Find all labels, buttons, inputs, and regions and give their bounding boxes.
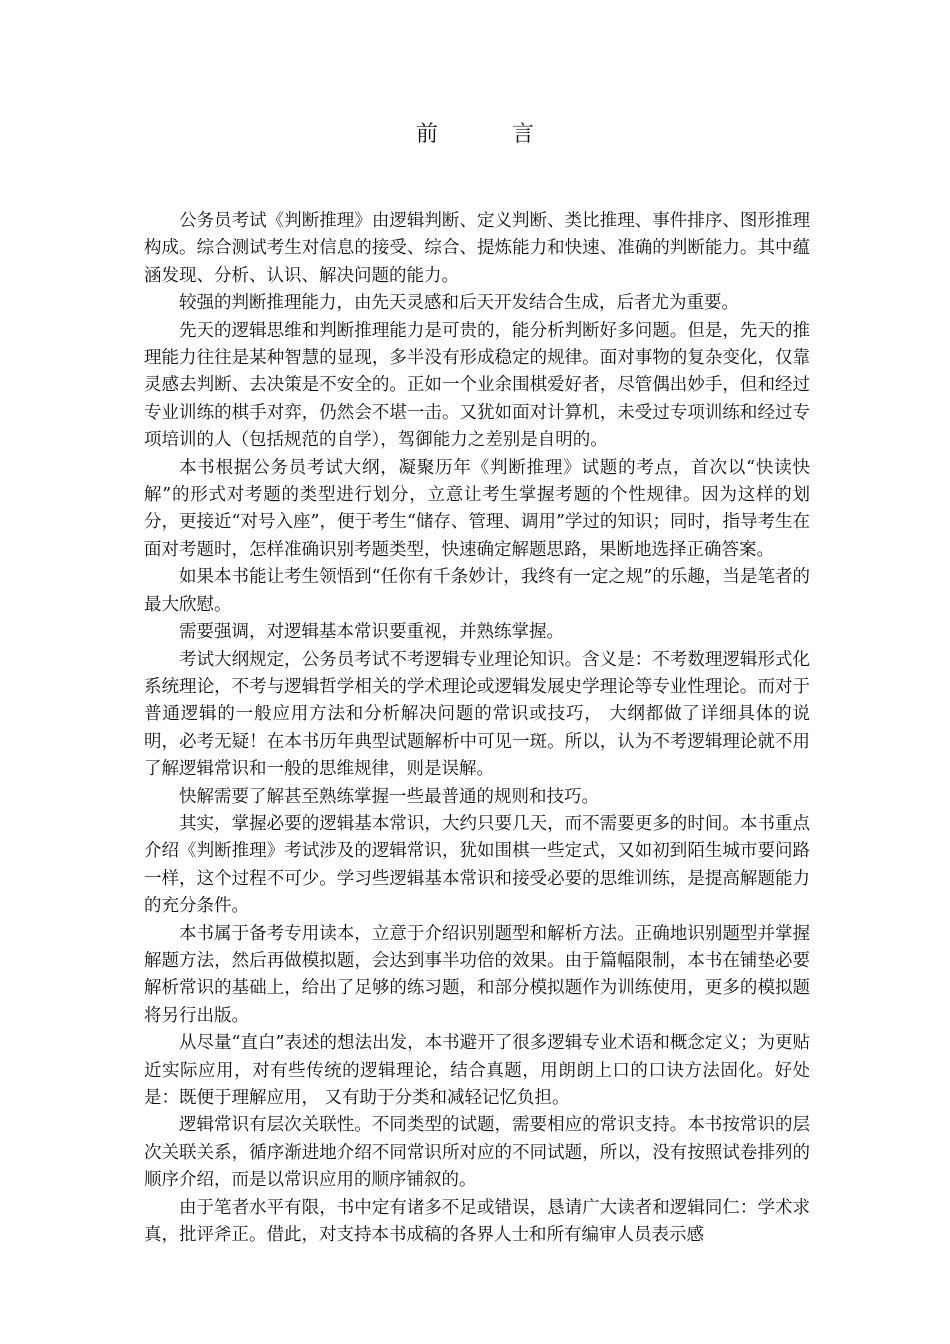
- paragraph: 考试大纲规定，公务员考试不考逻辑专业理论知识。含义是：不考数理逻辑形式化系统理论，不考与逻辑哲学相关的学术理论或逻辑发展史学理论等专业性理论。而对于普通逻辑的一般应用方法和分析解决问题的常识或技巧， 大纲都做了详细具体的说明，必考无疑！在本书历年典型试题解析中可见一斑。所以，认为不考逻辑理论就不用了解逻辑常识和一般的思维规律，则是误解。: [144, 649, 810, 780]
- paragraph: 逻辑常识有层次关联性。不同类型的试题，需要相应的常识支持。本书按常识的层次关联关系，循序渐进地介绍不同常识所对应的不同试题，所以，没有按照试卷排列的顺序介绍，而是以常识应用的顺序铺叙的。: [144, 1115, 810, 1191]
- paragraph: 需要强调，对逻辑基本常识要重视，并熟练掌握。: [179, 622, 564, 643]
- paragraph: 本书属于备考专用读本，立意于介绍识别题型和解析方法。正确地识别题型并掌握解题方法，然后再做模拟题，会达到事半功倍的效果。由于篇幅限制，本书在铺垫必要解析常识的基础上，给出了足够的练习题，和部分模拟题作为训练使用，更多的模拟题将另行出版。: [144, 923, 810, 1026]
- page-title: 前 言: [415, 122, 560, 147]
- paragraph: 先天的逻辑思维和判断推理能力是可贵的，能分析判断好多问题。但是，先天的推理能力往往是某种智慧的显现，多半没有形成稳定的规律。面对事物的复杂变化，仅靠灵感去判断、去决策是不安全的。正如一个业余围棋爱好者，尽管偶出妙手，但和经过专业训练的棋手对弈，仍然会不堪一击。又犹如面对计算机，未受过专项训练和经过专项培训的人（包括规范的自学），驾御能力之差别是自明的。: [144, 320, 810, 451]
- paragraph: 较强的判断推理能力，由先天灵感和后天开发结合生成，后者尤为重要。: [179, 293, 739, 314]
- paragraph: 快解需要了解甚至熟练掌握一些最普通的规则和技巧。: [179, 786, 599, 807]
- paragraph: 从尽量“直白”表述的想法出发，本书避开了很多逻辑专业术语和概念定义；为更贴近实际应用，对有些传统的逻辑理论，结合真题，用朗朗上口的口诀方法固化。好处是：既便于理解应用， 又有助于分类和减轻记忆负担。: [144, 1033, 810, 1108]
- paragraph: 公务员考试《判断推理》由逻辑判断、定义判断、类比推理、事件排序、图形推理构成。综合测试考生对信息的接受、综合、提炼能力和快速、准确的判断能力。其中蕴涵发现、分析、认识、解决问题的能力。: [144, 211, 810, 286]
- paragraph: 如果本书能让考生领悟到“任你有千条妙计，我终有一定之规”的乐趣，当是笔者的最大欣慰。: [144, 567, 810, 615]
- body-text: [144, 208, 810, 1249]
- paragraph: 由于笔者水平有限，书中定有诸多不足或错误，恳请广大读者和逻辑同仁：学术求真，批评斧正。借此，对支持本书成稿的各界人士和所有编审人员表示感: [144, 1197, 810, 1246]
- paragraph: 本书根据公务员考试大纲，凝聚历年《判断推理》试题的考点，首次以“快读快解”的形式对考题的类型进行划分，立意让考生掌握考题的个性规律。因为这样的划分，更接近“对号入座”，便于考生“储存、管理、调用”学过的知识；同时，指导考生在面对考题时，怎样准确识别考题类型，快速确定解题思路，果断地选择正确答案。: [144, 457, 810, 560]
- paragraph: 其实，掌握必要的逻辑基本常识，大约只要几天，而不需要更多的时间。本书重点介绍《判断推理》考试涉及的逻辑常识，犹如围棋一些定式，又如初到陌生城市要问路一样，这个过程不可少。学习些逻辑基本常识和接受必要的思维训练，是提高解题能力的充分条件。: [144, 813, 810, 917]
